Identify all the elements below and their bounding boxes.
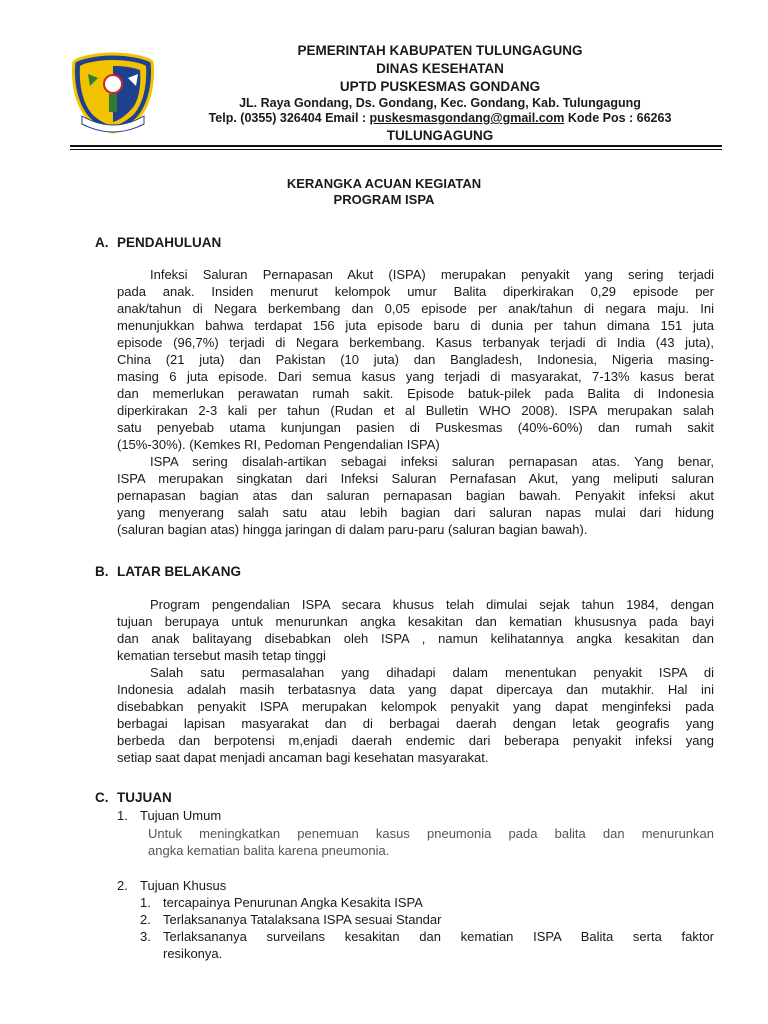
paragraph-line: dan anak balitayang disebabkan oleh ISPA , namun kelihatannya angka kesakitan dan xyxy=(117,631,714,646)
section-label: B. xyxy=(95,564,109,579)
paragraph-line: diperkirakan 2-3 kali per tahun (Rudan et al Bulletin WHO 2008). ISPA merupakan salah xyxy=(117,403,714,418)
paragraph-line: ISPA merupakan singkatan dari Infeksi Saluran Pernafasan Akut, yang meliputi saluran xyxy=(117,471,714,486)
paragraph-line: episode (96,7%) terjadi di Negara berkembang. Kasus terbanyak terjadi di India (43 juta), xyxy=(117,335,714,350)
section-heading-latar-belakang xyxy=(95,564,241,579)
paragraph-line: kematian tersebut masih tetap tinggi xyxy=(117,648,326,663)
list-item-number: 3. xyxy=(140,929,151,944)
list-item-continuation: resikonya. xyxy=(163,946,223,961)
section-heading-pendahuluan xyxy=(95,235,221,250)
list-item: Terlaksananya Tatalaksana ISPA sesuai Standar xyxy=(163,912,442,927)
paragraph-line: masing 6 juta episode. Dari semua kasus yang terjadi di masyarakat, 7-13% kasus berat xyxy=(117,369,714,384)
paragraph-line: pada anak. Insiden menurut kelompok umur Balita diperkirakan 0,29 episode per xyxy=(117,284,714,299)
paragraph-line: Indonesia adalah masih terbatasnya data yang dapat dipercaya dan mutakhir. Hal ini xyxy=(117,682,714,697)
paragraph-line: Infeksi Saluran Pernapasan Akut (ISPA) merupakan penyakit yang sering terjadi xyxy=(150,267,714,282)
tujuan-umum-text: angka kematian balita karena pneumonia. xyxy=(148,843,390,858)
paragraph-line: Program pengendalian ISPA secara khusus telah dimulai sejak tahun 1984, dengan xyxy=(150,597,714,612)
paragraph-line: setiap saat dapat menjadi ancaman bagi kesehatan masyarakat. xyxy=(117,750,489,765)
letterhead-rule-thick xyxy=(70,145,722,147)
tujuan-umum-title: Tujuan Umum xyxy=(140,808,222,823)
letterhead-address: JL. Raya Gondang, Ds. Gondang, Kec. Gondang, Kab. Tulungagung xyxy=(239,96,641,110)
letterhead-unit: UPTD PUSKESMAS GONDANG xyxy=(339,79,541,94)
paragraph-line: satu penyebab utama kunjungan pasien di Puskesmas (40%-60%) dan rumah sakit xyxy=(117,420,714,435)
paragraph-line: Salah satu permasalahan yang dihadapi dalam menentukan penyakit ISPA di xyxy=(150,665,714,680)
paragraph-line: disebabkan penyakit ISPA merupakan kelompok penyakit yang dapat menginfeksi pada xyxy=(117,699,714,714)
list-item: tercapainya Penurunan Angka Kesakita ISPA xyxy=(163,895,423,910)
list-item: Terlaksananya surveilans kesakitan dan kematian ISPA Balita serta faktor xyxy=(163,929,714,944)
paragraph-line: anak/tahun di Negara berkembang dan 0,05 episode per anak/tahun di negara maju. Ini xyxy=(117,301,714,316)
paragraph-line: menunjukkan bahwa terdapat 156 juta episode baru di dunia per tahun dimana 151 juta xyxy=(117,318,714,333)
letterhead-department: DINAS KESEHATAN xyxy=(376,61,504,76)
paragraph-line: (saluran bagian atas) hingga jaringan di dalam paru-paru (saluran bagian bawah). xyxy=(117,522,588,537)
tujuan-umum-number: 1. xyxy=(117,808,128,823)
document-subtitle: PROGRAM ISPA xyxy=(333,192,435,207)
section-title: PENDAHULUAN xyxy=(117,235,222,250)
paragraph-line: tujuan berupaya untuk menurunkan angka kesakitan dan kematian khususnya pada bayi xyxy=(117,614,714,629)
section-label: A. xyxy=(95,235,109,250)
list-item-number: 1. xyxy=(140,895,151,910)
letterhead-city: TULUNGAGUNG xyxy=(386,128,494,143)
paragraph-line: China (21 juta) dan Pakistan (10 juta) dan Bangladesh, Indonesia, Nigeria masing- xyxy=(117,352,714,367)
paragraph-line: (15%-30%). (Kemkes RI, Pedoman Pengendalian ISPA) xyxy=(117,437,440,452)
letterhead-government: PEMERINTAH KABUPATEN TULUNGAGUNG xyxy=(297,43,583,58)
contact-email-link[interactable]: puskesmasgondang@gmail.com xyxy=(369,111,565,125)
document-title: KERANGKA ACUAN KEGIATAN xyxy=(286,176,482,191)
contact-postcode: Kode Pos : 66263 xyxy=(564,111,672,125)
paragraph-line: pernapasan bagian atas dan saluran pernapasan bagian bawah. Penyakit infeksi akut xyxy=(117,488,714,503)
contact-phone: Telp. (0355) 326404 Email : xyxy=(208,111,370,125)
section-title: TUJUAN xyxy=(117,790,172,805)
tulungagung-logo xyxy=(68,52,158,134)
letterhead-rule-thin xyxy=(70,149,722,150)
letterhead-contact xyxy=(150,111,730,125)
list-item-number: 2. xyxy=(140,912,151,927)
paragraph-line: berbeda dan berpotensi m,enjadi daerah endemic dari beberapa penyakit infeksi yang xyxy=(117,733,714,748)
paragraph-line: ISPA sering disalah-artikan sebagai infeksi saluran pernapasan atas. Yang benar, xyxy=(150,454,714,469)
paragraph-line: dan memerlukan perawatan rumah sakit. Episode batuk-pilek pada Balita di Indonesia xyxy=(117,386,714,401)
tujuan-khusus-title: Tujuan Khusus xyxy=(140,878,227,893)
tujuan-umum-text: Untuk meningkatkan penemuan kasus pneumonia pada balita dan menurunkan xyxy=(148,826,714,841)
section-title: LATAR BELAKANG xyxy=(117,564,241,579)
paragraph-line: yang menyerang salah satu atau lebih bagian dari saluran napas mulai dari hidung xyxy=(117,505,714,520)
tujuan-khusus-number: 2. xyxy=(117,878,128,893)
section-heading-tujuan xyxy=(95,790,172,805)
paragraph-line: berbagai lapisan masyarakat dan di berbagai daerah dengan letak geografis yang xyxy=(117,716,714,731)
section-label: C. xyxy=(95,790,109,805)
